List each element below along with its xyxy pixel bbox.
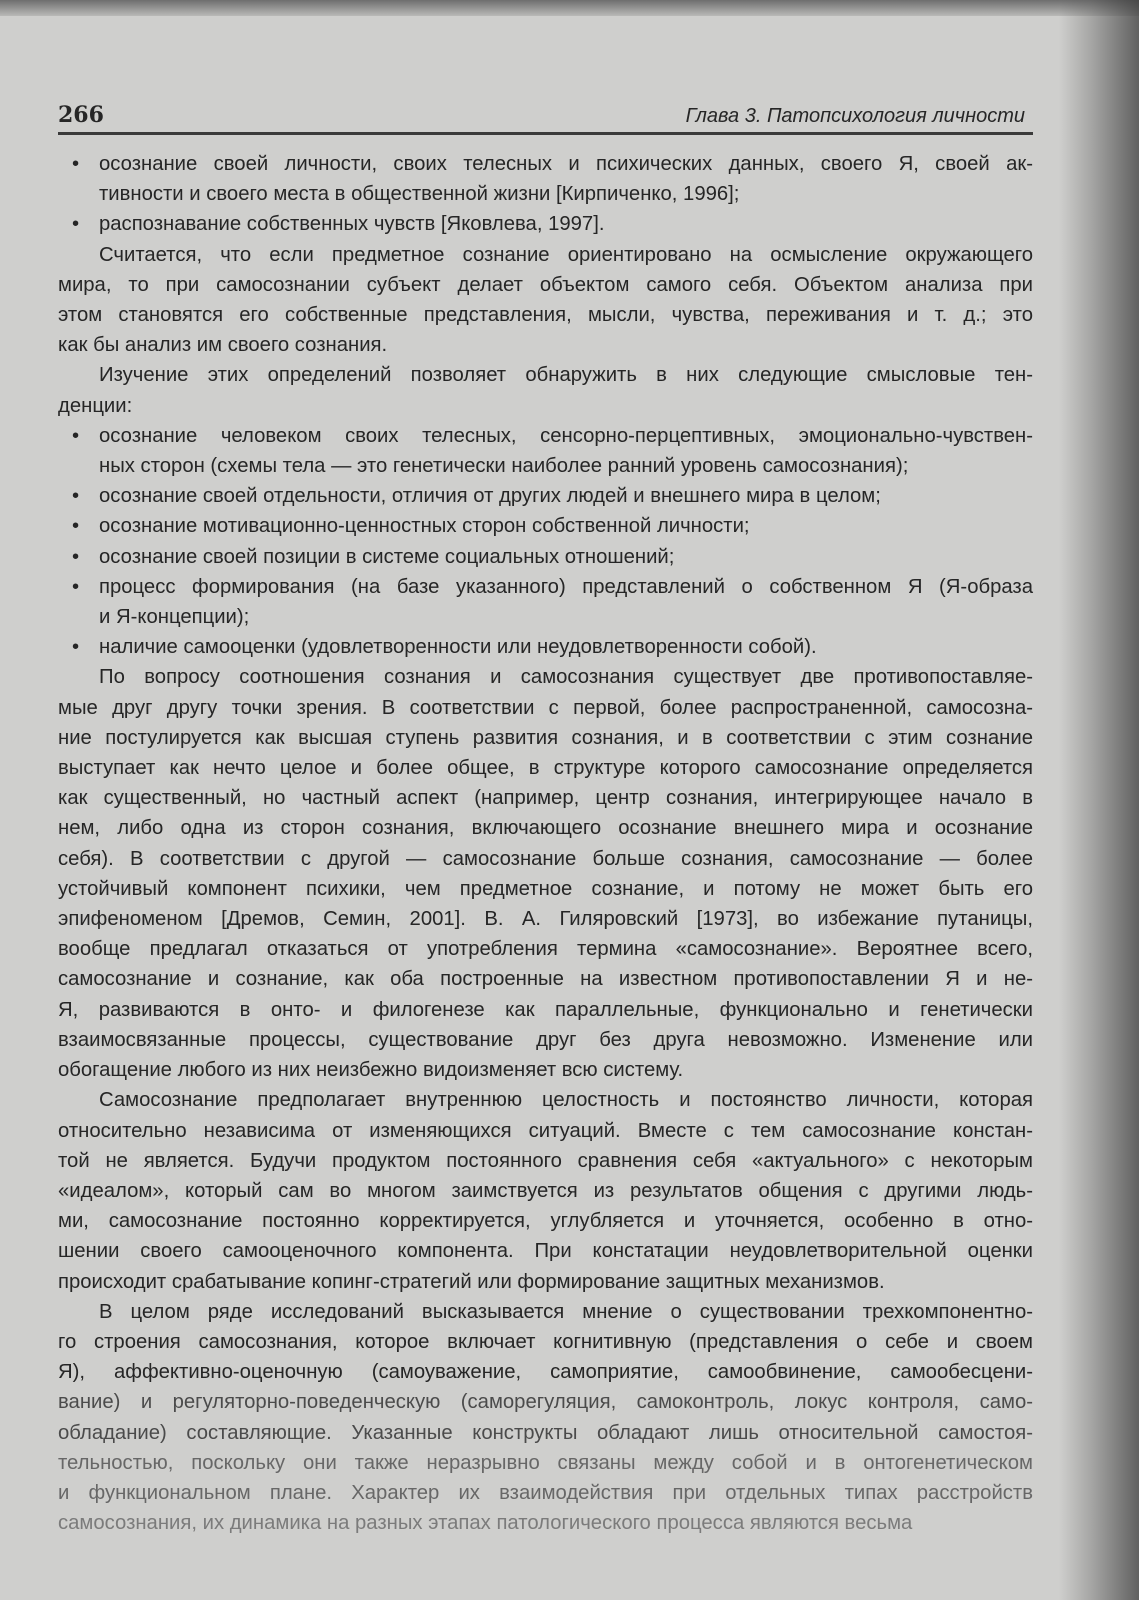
text-line: мира, то при самосознании субъект делает объектом самого себя. Объектом анализа при	[58, 273, 1033, 296]
bullet-icon: •	[72, 545, 80, 568]
text-line: В целом ряде исследований высказывается мнение о существовании трехкомпонентно-	[99, 1300, 1033, 1323]
text-line: выступает как нечто целое и более общее, в структуре которого самосознание определяется	[58, 757, 1033, 780]
text-line: «идеалом», который сам во многом заимствуется из результатов общения с другими людь-	[58, 1179, 1033, 1202]
text-line: осознание человеком своих телесных, сенсорно-перцептивных, эмоционально-чувствен-	[99, 424, 1033, 447]
text-line: нем, либо одна из сторон сознания, включающего осознание внешнего мира и осознание	[58, 817, 1033, 840]
text-line: устойчивый компонент психики, чем предметное сознание, и потому не может быть его	[58, 877, 1033, 900]
text-line: го строения самосознания, которое включает когнитивную (представления о себе и своем	[58, 1330, 1033, 1353]
text-line: ние постулируется как высшая ступень развития сознания, и в соответствии с этим сознание	[58, 726, 1033, 749]
text-line: процесс формирования (на базе указанного) представлений о собственном Я (Я-образа	[99, 575, 1033, 598]
list-item	[58, 632, 1033, 662]
text-line: распознавание собственных чувств [Яковлева, 1997].	[99, 213, 605, 236]
text-line: взаимосвязанные процессы, существование друг без друга невозможно. Изменение или	[58, 1028, 1033, 1051]
text-line: шении своего самооценочного компонента. При констатации неудовлетворительной оценки	[58, 1240, 1033, 1263]
text-line: По вопросу соотношения сознания и самосознания существует две противопоставляе-	[99, 666, 1033, 689]
text-line: ми, самосознание постоянно корректируется, углубляется и уточняется, особенно в отно-	[58, 1210, 1033, 1233]
text-line: тельностью, поскольку они также неразрывно связаны между собой и в онтогенетическом	[58, 1451, 1033, 1474]
list-item	[58, 572, 1033, 602]
list-item	[58, 481, 1033, 511]
text-line: осознание своей личности, своих телесных и психических данных, своего Я, своей ак-	[99, 153, 1033, 175]
book-page	[58, 90, 1033, 1538]
text-line: как существенный, но частный аспект (например, центр сознания, интегрирующее начало в	[58, 787, 1033, 810]
scan-gutter-shadow	[1059, 0, 1139, 1600]
list-item	[58, 511, 1033, 541]
list-item	[58, 209, 1033, 239]
text-line: Изучение этих определений позволяет обнаружить в них следующие смысловые тен-	[99, 364, 1033, 387]
text-line: наличие самооценки (удовлетворенности или неудовлетворенности собой).	[99, 636, 817, 659]
bullet-icon: •	[72, 424, 80, 447]
list-item	[58, 542, 1033, 572]
text-line: происходит срабатывание копинг-стратегий или формирование защитных механизмов.	[58, 1270, 885, 1293]
text-line: этом становятся его собственные представления, мысли, чувства, переживания и т. д.; это	[58, 304, 1033, 327]
text-line: себя). В соответствии с другой — самосознание больше сознания, самосознание — более	[58, 847, 1033, 870]
text-line: денции:	[58, 394, 133, 417]
text-line: осознание своей отдельности, отличия от других людей и внешнего мира в целом;	[99, 485, 881, 508]
text-line: самосознание и сознание, как оба построенные на известном противопоставлении Я и не-	[58, 968, 1033, 991]
text-line: тивности и своего места в общественной жизни [Кирпиченко, 1996];	[99, 183, 740, 206]
text-line: той не является. Будучи продуктом постоянного сравнения себя «актуального» с некоторым	[58, 1149, 1033, 1172]
page-body	[58, 149, 1033, 1538]
text-line: Я), аффективно-оценочную (самоуважение, самоприятие, самообвинение, самообесцени-	[58, 1361, 1033, 1384]
list-item	[58, 421, 1033, 451]
text-line: как бы анализ им своего сознания.	[58, 334, 388, 357]
bullet-icon: •	[72, 153, 80, 175]
chapter-title: Глава 3. Патопсихология личности	[685, 105, 1025, 127]
text-line: мые друг другу точки зрения. В соответствии с первой, более распространенной, самосозна-	[58, 696, 1033, 719]
text-line: относительно независима от изменяющихся ситуаций. Вместе с тем самосознание констан-	[58, 1119, 1033, 1142]
running-header	[58, 90, 1033, 135]
scan-top-shadow	[0, 0, 1139, 16]
text-line: Самосознание предполагает внутреннюю целостность и постоянство личности, которая	[99, 1089, 1033, 1112]
bullet-icon: •	[72, 575, 80, 598]
bullet-icon: •	[72, 485, 80, 508]
text-line: Я, развиваются в онто- и филогенезе как параллельные, функционально и генетически	[58, 998, 1033, 1021]
page-number: 266	[58, 102, 104, 128]
text-line: и функциональном плане. Характер их взаимодействия при отдельных типах расстройств	[58, 1481, 1033, 1504]
text-line: обладание) составляющие. Указанные конструкты обладают лишь относительной самостоя-	[58, 1421, 1033, 1444]
text-line: ных сторон (схемы тела — это генетически наиболее ранний уровень самосознания);	[99, 455, 909, 478]
text-line: осознание мотивационно-ценностных сторон собственной личности;	[99, 515, 750, 538]
text-line: осознание своей позиции в системе социальных отношений;	[99, 545, 675, 568]
text-line: самосознания, их динамика на разных этапах патологического процесса являются весьма	[58, 1512, 913, 1535]
text-line: вание) и регуляторно-поведенческую (саморегуляция, самоконтроль, локус контроля, само-	[58, 1391, 1033, 1414]
text-line: Считается, что если предметное сознание ориентировано на осмысление окружающего	[99, 243, 1033, 266]
text-line: эпифеноменом [Дремов, Семин, 2001]. В. А. Гиляровский [1973], во избежание путаницы,	[58, 908, 1033, 931]
bullet-icon: •	[72, 213, 80, 236]
text-line: вообще предлагал отказаться от употребления термина «самосознание». Вероятнее всего,	[58, 938, 1033, 961]
text-line: и Я-концепции);	[99, 606, 250, 629]
bullet-icon: •	[72, 515, 80, 538]
bullet-icon: •	[72, 636, 80, 659]
text-line: обогащение любого из них неизбежно видоизменяет всю систему.	[58, 1059, 684, 1082]
list-item	[58, 149, 1033, 179]
